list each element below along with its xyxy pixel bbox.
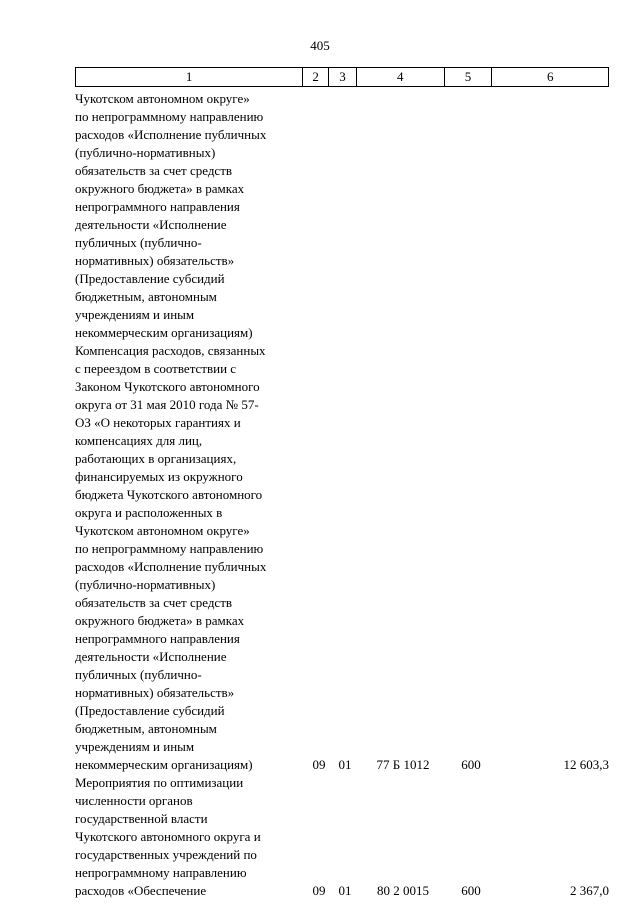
row-section: 09: [312, 757, 326, 772]
header-col-3: 3: [329, 68, 357, 86]
row-amount: [495, 324, 609, 342]
table-header: [75, 67, 609, 87]
table-body: [75, 90, 609, 900]
header-col-6: 6: [546, 69, 554, 84]
page-number: 405: [310, 38, 330, 53]
header-col-1: 1: [76, 68, 303, 86]
row-description: Мероприятия по оптимизации численности органов государственной власти Чукотского автономного округа и государственных учреждений по непрограммному направлению расходов «Обеспечение: [75, 775, 261, 898]
row-amount: 12 603,3: [563, 757, 609, 772]
row-subsection: 01: [338, 883, 352, 898]
row-expense-type: 600: [461, 757, 481, 772]
row-expense-type: 600: [461, 883, 481, 898]
header-col-5: 5: [445, 68, 493, 86]
header-col-2: 2: [303, 68, 329, 86]
row-amount: 2 367,0: [570, 883, 609, 898]
table-row: [75, 774, 609, 900]
row-description: Чукотском автономном округе» по непрограммному направлению расходов «Исполнение публичных (публично-нормативных) обязательств за счет средств окружного бюджета» в рамках непрограммного направления деятельности «Исполнение публичных (публично- нормативных) обязательств» (Предоставление субсидий бюджетным, автономным учреждениям и иным некоммерческим организациям): [75, 91, 267, 340]
row-subsection: 01: [338, 757, 352, 772]
row-section: 09: [312, 883, 326, 898]
row-target-code: 77 Б 1012: [376, 757, 430, 772]
row-target-code: [359, 324, 447, 342]
table-row: [75, 90, 609, 342]
row-description: Компенсация расходов, связанных с переездом в соответствии с Законом Чукотского автономного округа от 31 мая 2010 года № 57- ОЗ «О некоторых гарантиях и компенсациях для лиц, работающих в организациях, финансируемых из окружного бюджета Чукотского автономного округа и расположенных в Чукотском автономном округе» по непрограммному направлению расходов «Исполнение публичных (публично-нормативных) обязательств за счет средств окружного бюджета» в рамках непрограммного направления деятельности «Исполнение публичных (публично- нормативных) обязательств» (Предоставление субсидий бюджетным, автономным учреждениям и иным некоммерческим организациям): [75, 343, 267, 772]
row-subsection: [331, 324, 359, 342]
row-target-code: 80 2 0015: [377, 883, 429, 898]
row-section: [307, 324, 331, 342]
table-row: [75, 342, 609, 774]
header-col-4: 4: [357, 68, 445, 86]
row-expense-type: [447, 324, 495, 342]
